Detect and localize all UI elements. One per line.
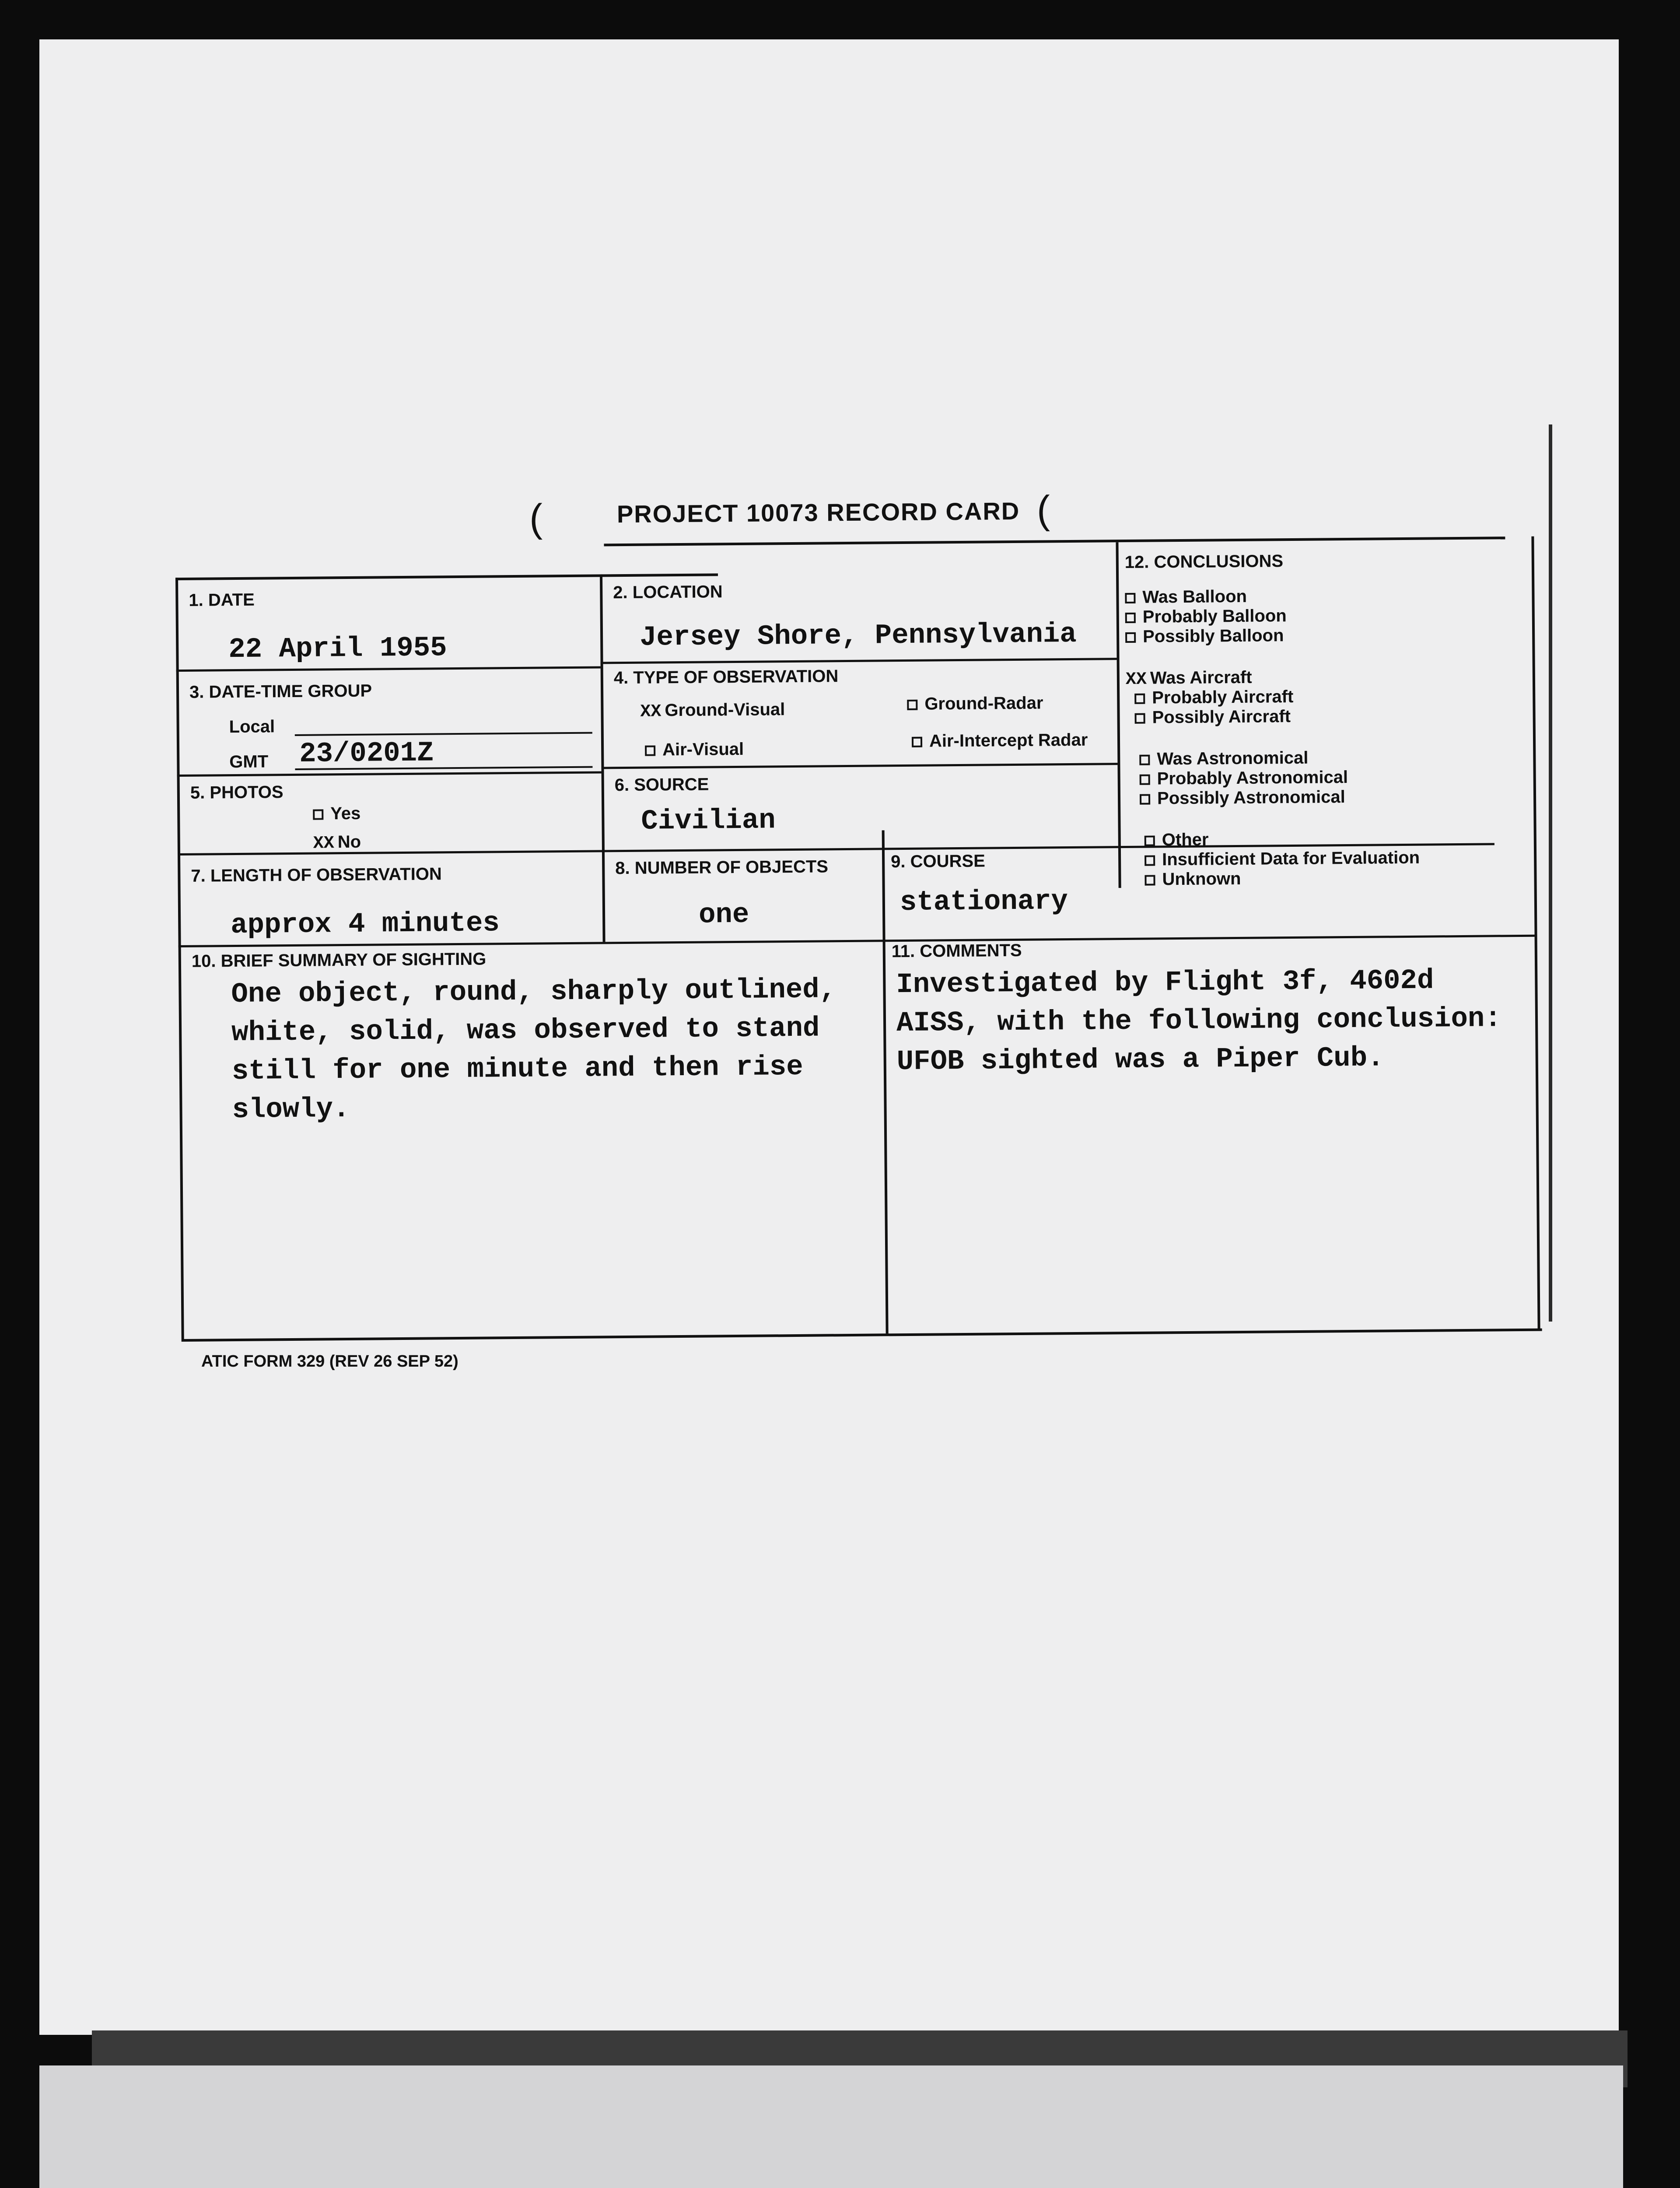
summary-value: One object, round, sharply outlined, white, solid, was observed to stand still for one minute and then rise slowly. <box>231 974 836 1126</box>
conclusion-option: Insufficient Data for Evaluation <box>1144 848 1420 870</box>
date-label: 1. DATE <box>189 590 255 610</box>
course-value: stationary <box>900 886 1068 919</box>
type-label: 4. TYPE OF OBSERVATION <box>613 666 839 688</box>
conclusion-option: Other <box>1144 830 1209 850</box>
conclusion-option: Probably Astronomical <box>1140 768 1348 789</box>
checkbox-icon <box>1140 794 1150 805</box>
conclusion-option: Possibly Aircraft <box>1134 707 1291 728</box>
objects-value: one <box>698 899 749 931</box>
location-label: 2. LOCATION <box>613 582 723 603</box>
conclusion-option: XX Was Aircraft <box>1125 667 1252 690</box>
type-option-ground-radar: Ground-Radar <box>907 694 1043 714</box>
dtg-gmt-label: GMT <box>229 752 269 772</box>
comments-label: 11. COMMENTS <box>891 940 1022 961</box>
comments-value: Investigated by Flight 3f, 4602d AISS, with the following conclusion: UFOB sighted was a Piper Cub. <box>896 965 1502 1078</box>
conclusion-option: Unknown <box>1144 869 1241 890</box>
conclusion-option: Was Astronomical <box>1139 748 1308 769</box>
dtg-label: 3. DATE-TIME GROUP <box>189 681 372 702</box>
photos-label: 5. PHOTOS <box>190 782 284 803</box>
divider-v3 <box>882 830 889 1333</box>
card-top-edge-right <box>604 536 1505 546</box>
objects-label: 8. NUMBER OF OBJECTS <box>615 857 829 878</box>
photos-option-no: XX No <box>313 832 361 854</box>
conclusions-label: 12. CONCLUSIONS <box>1124 551 1284 572</box>
form-identifier: ATIC FORM 329 (REV 26 SEP 52) <box>201 1352 458 1371</box>
checkbox-icon <box>1125 593 1135 603</box>
divider-h-date <box>176 666 601 672</box>
photos-option-yes: Yes <box>313 804 360 824</box>
checkbox-icon <box>912 737 922 747</box>
dtg-gmt-value: 23/0201Z <box>299 737 434 770</box>
course-label: 9. COURSE <box>890 851 985 872</box>
dtg-local-line <box>295 732 592 736</box>
source-label: 6. SOURCE <box>614 775 709 795</box>
length-value: approx 4 minutes <box>230 908 500 942</box>
checkbox-icon <box>1144 836 1155 846</box>
type-option-air-visual: Air-Visual <box>645 740 744 760</box>
dtg-local-label: Local <box>229 717 275 737</box>
divider-v2 <box>1116 542 1121 888</box>
checkbox-icon <box>313 810 323 820</box>
conclusion-option: Possibly Astronomical <box>1140 787 1345 809</box>
conclusion-option: Probably Aircraft <box>1134 687 1293 708</box>
lower-film-area <box>39 2065 1623 2188</box>
checkbox-icon <box>1144 856 1155 866</box>
check-mark: XX <box>640 702 662 722</box>
type-option-air-intercept-radar: Air-Intercept Radar <box>912 730 1088 751</box>
type-option-ground-visual: XX Ground-Visual <box>640 700 785 722</box>
length-label: 7. LENGTH OF OBSERVATION <box>191 864 442 886</box>
summary-label: 10. BRIEF SUMMARY OF SIGHTING <box>191 949 486 971</box>
bracket-mark: ( <box>529 496 543 540</box>
date-value: 22 April 1955 <box>228 632 447 666</box>
divider-h-type <box>601 763 1117 769</box>
checkbox-icon <box>1134 694 1145 704</box>
checkbox-icon <box>907 700 917 710</box>
bracket-mark: ( <box>1036 488 1050 532</box>
checkbox-icon <box>1125 632 1136 643</box>
conclusion-option: Possibly Balloon <box>1125 626 1284 647</box>
divider-h-location <box>601 658 1117 664</box>
checkbox-icon <box>1144 875 1155 886</box>
source-value: Civilian <box>641 805 776 838</box>
checkbox-icon <box>1125 613 1136 623</box>
check-mark: XX <box>313 834 334 854</box>
record-card <box>179 488 1542 1313</box>
checkbox-icon <box>1140 775 1150 785</box>
card-title: PROJECT 10073 RECORD CARD <box>616 497 1020 528</box>
card-edge-shadow <box>1549 424 1552 1322</box>
card-top-edge-left <box>175 573 718 580</box>
location-value: Jersey Shore, Pennsylvania <box>639 618 1077 654</box>
divider-h-dtg <box>177 771 602 777</box>
check-mark: XX <box>1125 670 1147 690</box>
checkbox-icon <box>1139 755 1150 765</box>
divider-v1 <box>600 574 606 942</box>
conclusion-option: Probably Balloon <box>1125 606 1287 627</box>
checkbox-icon <box>645 746 655 756</box>
conclusion-option: Was Balloon <box>1125 587 1247 607</box>
checkbox-icon <box>1135 713 1145 724</box>
